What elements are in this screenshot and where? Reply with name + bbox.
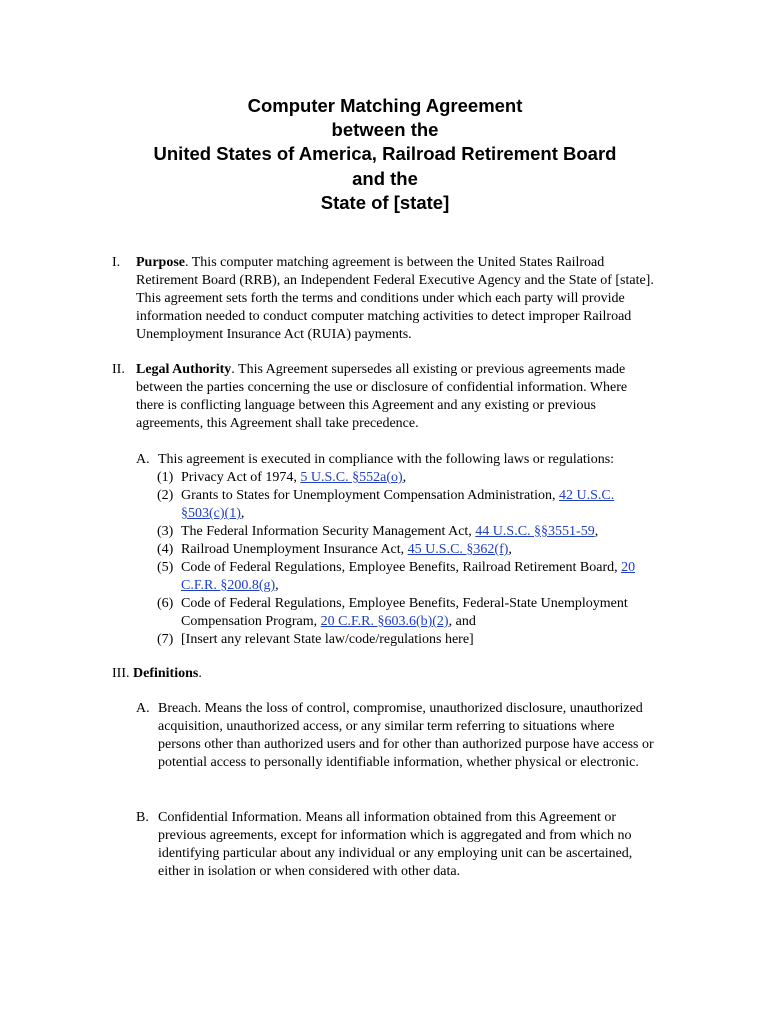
title-line-2: between the <box>331 119 439 141</box>
title-line-4: and the <box>352 167 418 189</box>
citation-link[interactable]: 20 C.F.R. §603.6(b)(2) <box>320 614 449 629</box>
law-number: (6) <box>157 596 174 611</box>
title-line-1: Computer Matching Agreement <box>247 95 523 116</box>
law-item <box>157 559 657 595</box>
legal-authority-sub-a <box>136 451 658 469</box>
law-number: (4) <box>157 542 174 557</box>
sub-letter: A. <box>136 452 150 467</box>
law-item <box>157 487 657 523</box>
law-text: Code of Federal Regulations, Employee Benefits, Federal-State Unemployment Compensation Program, <box>181 596 628 629</box>
section-definitions <box>112 665 202 683</box>
law-item <box>157 523 657 541</box>
law-trailing-text: , <box>275 578 279 593</box>
section-text: . This Agreement supersedes all existing or previous agreements made between the parties concerning the use or disclosure of confidential information. Where there is conflicting language between this Agreement and any existing or previous agreements, this Agreement shall take precedence. <box>136 362 628 432</box>
section-number: III. <box>112 666 130 681</box>
law-text: Privacy Act of 1974, <box>181 470 301 485</box>
law-trailing-text: , <box>508 542 512 557</box>
sub-text: This agreement is executed in compliance with the following laws or regulations: <box>158 452 615 467</box>
citation-link[interactable]: 42 U.S.C. §503(c)(1) <box>181 488 615 521</box>
law-item <box>157 631 657 649</box>
law-text: Code of Federal Regulations, Employee Benefits, Railroad Retirement Board, <box>181 560 622 575</box>
definition-text: Confidential Information. Means all information obtained from this Agreement or previous agreements, except for information which is aggregated and from which no identifying particular about any individual or any employing unit can be ascertained, either in isolation or when considered with other data. <box>158 810 633 879</box>
definition-confidential-information <box>136 809 658 881</box>
section-purpose <box>112 254 657 344</box>
section-heading: Legal Authority <box>136 362 232 377</box>
law-item <box>157 541 657 559</box>
law-text: Railroad Unemployment Insurance Act, <box>181 542 408 557</box>
law-number: (5) <box>157 560 174 575</box>
sub-letter: B. <box>136 810 149 825</box>
section-number: I. <box>112 255 121 270</box>
law-item <box>157 469 657 487</box>
section-heading: Purpose <box>136 255 185 270</box>
law-list <box>157 469 657 649</box>
document-title <box>0 94 770 215</box>
title-line-3: United States of America, Railroad Retirement Board <box>153 143 617 165</box>
citation-link[interactable]: 20 C.F.R. §200.8(g) <box>181 560 636 593</box>
sub-letter: A. <box>136 701 150 716</box>
law-number: (3) <box>157 524 174 539</box>
law-trailing-text: , <box>594 524 599 539</box>
law-number: (7) <box>157 632 174 647</box>
law-trailing-text: , <box>240 506 245 521</box>
law-text: Grants to States for Unemployment Compensation Administration, <box>181 488 559 503</box>
section-text: . This computer matching agreement is between the United States Railroad Retirement Board (RRB), an Independent Federal Executive Agency and the State of [state]. This agreement sets forth the terms and conditions under which each party will provide information needed to conduct computer matching activities to detect improper Railroad Unemployment Insurance Act (RUIA) payments. <box>136 255 654 343</box>
law-trailing-text: , <box>402 470 407 485</box>
section-legal-authority-body <box>136 361 657 433</box>
section-legal-authority <box>112 361 657 433</box>
citation-link[interactable]: 44 U.S.C. §§3551-59 <box>475 524 595 539</box>
definition-text: Breach. Means the loss of control, compromise, unauthorized disclosure, unauthorized acquisition, unauthorized access, or any similar term referring to situations where persons other than authorized users and for other than authorized purpose have access or potential access to personally identifiable information, whether physical or electronic. <box>158 701 654 770</box>
citation-link[interactable]: 45 U.S.C. §362(f) <box>407 542 509 557</box>
definition-breach <box>136 700 658 772</box>
law-item <box>157 595 657 631</box>
citation-link[interactable]: 5 U.S.C. §552a(o) <box>300 470 403 485</box>
section-purpose-body <box>136 254 657 344</box>
section-number: II. <box>112 362 125 377</box>
law-trailing-text: , and <box>448 614 476 629</box>
section-heading-period: . <box>198 666 202 681</box>
law-number: (2) <box>157 488 174 503</box>
law-text: The Federal Information Security Management Act, <box>181 524 476 539</box>
law-text: [Insert any relevant State law/code/regulations here] <box>181 632 474 647</box>
law-number: (1) <box>157 470 174 485</box>
section-heading: Definitions <box>133 666 199 681</box>
title-line-5: State of [state] <box>320 191 450 213</box>
